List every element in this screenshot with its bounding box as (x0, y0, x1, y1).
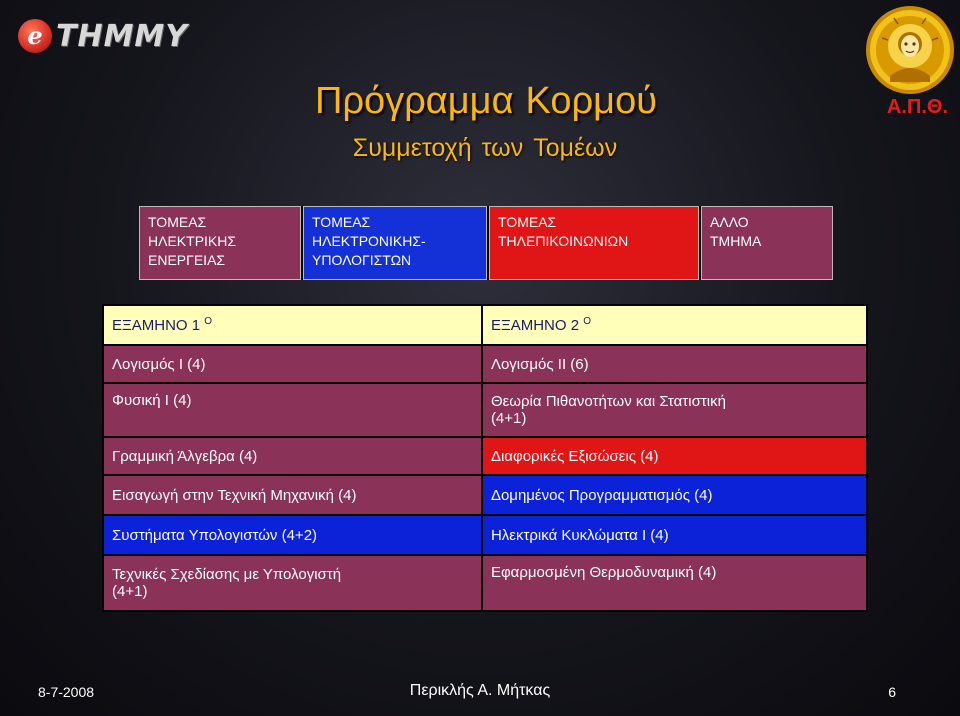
legend-electronics (303, 206, 487, 280)
course-cell: Λογισμός Ι (4) (103, 345, 482, 383)
page-title (0, 80, 960, 123)
course-cell: Εισαγωγή στην Τεχνική Μηχανική (4) (103, 475, 482, 515)
course-cell: Λογισμός ΙΙ (6) (482, 345, 867, 383)
course-cell: Φυσική Ι (4) (103, 383, 482, 437)
course-cell (103, 555, 482, 611)
footer-author: Περικλής Α. Μήτκας (409, 682, 551, 699)
course-cell (482, 383, 867, 437)
table-row (103, 515, 867, 555)
legend-line: ΗΛΕΚΤΡΟΝΙΚΗΣ- (312, 233, 426, 249)
course-cell: Συστήματα Υπολογιστών (4+2) (103, 515, 482, 555)
legend-line: ΤΟΜΕΑΣ (498, 214, 557, 230)
title-word-1: Πρόγραμμα (315, 80, 514, 122)
course-name: Τεχνικές Σχεδίασης με Υπολογιστή (112, 566, 342, 583)
semester-label: ΕΞΑΜΗΝΟ 1 (112, 317, 201, 334)
page-subtitle (0, 134, 960, 163)
course-table (102, 304, 868, 612)
legend-telecom (489, 206, 699, 280)
footer-date: 8-7-2008 (38, 684, 95, 700)
course-cell: Εφαρμοσμένη Θερμοδυναμική (4) (482, 555, 867, 611)
semester-1-header (103, 305, 482, 345)
table-row (103, 383, 867, 437)
course-name: Θεωρία Πιθανοτήτων και Στατιστική (490, 393, 726, 410)
sector-legend (139, 206, 833, 280)
table-row (103, 475, 867, 515)
table-row (103, 305, 867, 345)
legend-line: ΕΝΕΡΓΕΙΑΣ (148, 252, 226, 268)
semester-label: ΕΞΑΜΗΝΟ 2 (490, 317, 580, 334)
subtitle-word-3: Τομέων (533, 134, 618, 162)
legend-line: ΤΟΜΕΑΣ (148, 214, 207, 230)
legend-energy (139, 206, 301, 280)
page-number: 6 (888, 684, 896, 700)
course-cell: Διαφορικές Εξισώσεις (4) (482, 437, 867, 475)
ethmmy-logo (18, 16, 198, 56)
table-row (103, 555, 867, 611)
legend-line: ΤΟΜΕΑΣ (312, 214, 371, 230)
subtitle-word-1: Συμμετοχή (352, 134, 472, 162)
university-label: Α.Π.Θ. (886, 96, 948, 118)
legend-line: ΤΜΗΜΑ (710, 233, 762, 249)
subtitle-word-2: των (481, 134, 524, 162)
table-row (103, 345, 867, 383)
legend-line: ΥΠΟΛΟΓΙΣΤΩΝ (312, 252, 412, 268)
semester-sup: Ο (583, 316, 591, 327)
legend-line: ΤΗΛΕΠΙΚΟΙΝΩΝΙΩΝ (498, 233, 629, 249)
semester-2-header (482, 305, 867, 345)
course-hours: (4+1) (490, 410, 527, 427)
legend-line: ΑΛΛΟ (710, 214, 749, 230)
logo-e-icon: e (18, 19, 52, 53)
legend-line: ΗΛΕΚΤΡΙΚΗΣ (148, 233, 237, 249)
course-cell: Ηλεκτρικά Κυκλώματα Ι (4) (482, 515, 867, 555)
course-cell: Γραμμική Άλγεβρα (4) (103, 437, 482, 475)
semester-sup: Ο (204, 316, 213, 327)
course-hours: (4+1) (112, 583, 148, 600)
legend-other (701, 206, 833, 280)
course-cell: Δομημένος Προγραμματισμός (4) (482, 475, 867, 515)
title-word-2: Κορμού (525, 80, 657, 122)
table-row (103, 437, 867, 475)
logo-text: THMMY (56, 18, 189, 54)
